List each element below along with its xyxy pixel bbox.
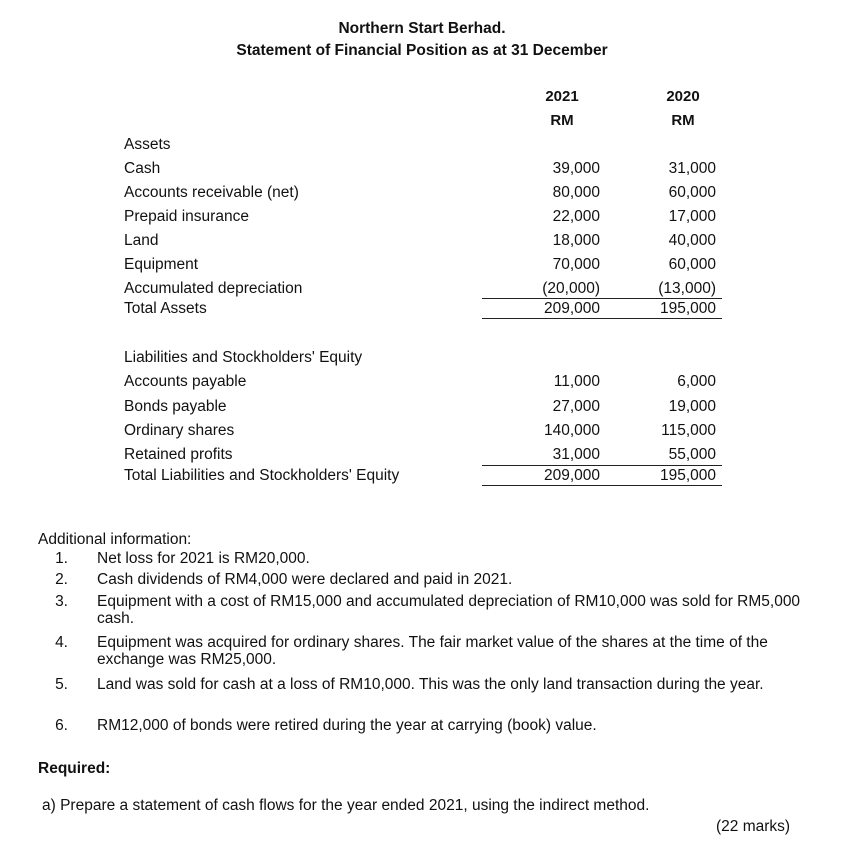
total-assets-2021: 209,000 xyxy=(543,300,600,317)
asset-label: Prepaid insurance xyxy=(124,208,249,225)
list-item-number: 4. xyxy=(55,634,68,651)
question-a: a) Prepare a statement of cash flows for the year ended 2021, using the indirect method. xyxy=(42,797,650,814)
list-item-number: 6. xyxy=(55,717,68,734)
asset-label: Land xyxy=(124,232,159,249)
liability-value-2021: 31,000 xyxy=(552,446,600,463)
list-item-number: 2. xyxy=(55,571,68,588)
asset-value-2021: 22,000 xyxy=(552,208,600,225)
list-item-number: 3. xyxy=(55,593,68,610)
list-item-text: Equipment with a cost of RM15,000 and accumulated depreciation of RM10,000 was sold for RM5,000 cash. xyxy=(97,593,801,627)
asset-value-2020: 60,000 xyxy=(668,184,716,201)
liability-value-2021: 11,000 xyxy=(553,373,600,390)
total-rule xyxy=(482,318,722,319)
asset-value-2020: 31,000 xyxy=(668,160,716,177)
list-item-text: Equipment was acquired for ordinary shares. The fair market value of the shares at the time of the exchange was RM25,000. xyxy=(97,634,768,668)
list-item-text: RM12,000 of bonds were retired during the year at carrying (book) value. xyxy=(97,717,597,734)
list-item-text: Land was sold for cash at a loss of RM10,000. This was the only land transaction during the year. xyxy=(97,676,764,693)
liability-label: Retained profits xyxy=(124,446,233,463)
additional-info-heading: Additional information: xyxy=(38,531,192,548)
total-liabilities-label: Total Liabilities and Stockholders' Equity xyxy=(124,467,400,484)
asset-label: Accounts receivable (net) xyxy=(124,184,299,201)
liability-value-2020: 55,000 xyxy=(668,446,716,463)
list-item-text: Net loss for 2021 is RM20,000. xyxy=(97,550,310,567)
asset-value-2020: 40,000 xyxy=(668,232,716,249)
column-unit-2021: RM xyxy=(550,112,574,129)
liability-value-2020: 19,000 xyxy=(668,398,716,415)
total-assets-2020: 195,000 xyxy=(659,300,716,317)
asset-value-2020: (13,000) xyxy=(658,280,716,297)
liability-label: Bonds payable xyxy=(124,398,227,415)
asset-value-2021: 18,000 xyxy=(552,232,600,249)
subtotal-rule xyxy=(482,298,722,299)
asset-label: Accumulated depreciation xyxy=(124,280,303,297)
liability-value-2020: 6,000 xyxy=(677,373,716,390)
subtotal-rule xyxy=(482,465,722,466)
total-liabilities-2021: 209,000 xyxy=(543,467,600,484)
column-year-2021: 2021 xyxy=(545,88,579,105)
list-item-number: 5. xyxy=(55,676,68,693)
liability-label: Accounts payable xyxy=(124,373,247,390)
company-name: Northern Start Berhad. xyxy=(338,20,506,37)
asset-value-2021: 70,000 xyxy=(552,256,600,273)
liability-value-2020: 115,000 xyxy=(661,422,716,439)
list-item-text: Cash dividends of RM4,000 were declared and paid in 2021. xyxy=(97,571,513,588)
liability-label: Ordinary shares xyxy=(124,422,235,439)
statement-title: Statement of Financial Position as at 31 December xyxy=(236,42,608,59)
asset-label: Equipment xyxy=(124,256,199,273)
liability-value-2021: 140,000 xyxy=(543,422,600,439)
assets-heading: Assets xyxy=(124,136,171,153)
asset-value-2021: 80,000 xyxy=(552,184,600,201)
asset-value-2020: 60,000 xyxy=(668,256,716,273)
asset-value-2021: (20,000) xyxy=(542,280,600,297)
asset-value-2020: 17,000 xyxy=(668,208,716,225)
column-unit-2020: RM xyxy=(671,112,695,129)
column-year-2020: 2020 xyxy=(666,88,700,105)
required-heading: Required: xyxy=(38,760,111,777)
total-liabilities-2020: 195,000 xyxy=(659,467,716,484)
list-item-number: 1. xyxy=(55,550,68,567)
asset-label: Cash xyxy=(124,160,161,177)
liability-value-2021: 27,000 xyxy=(552,398,600,415)
total-assets-label: Total Assets xyxy=(124,300,207,317)
total-rule xyxy=(482,485,722,486)
marks-label: (22 marks) xyxy=(716,818,791,835)
asset-value-2021: 39,000 xyxy=(552,160,600,177)
liabilities-heading: Liabilities and Stockholders' Equity xyxy=(124,349,363,366)
